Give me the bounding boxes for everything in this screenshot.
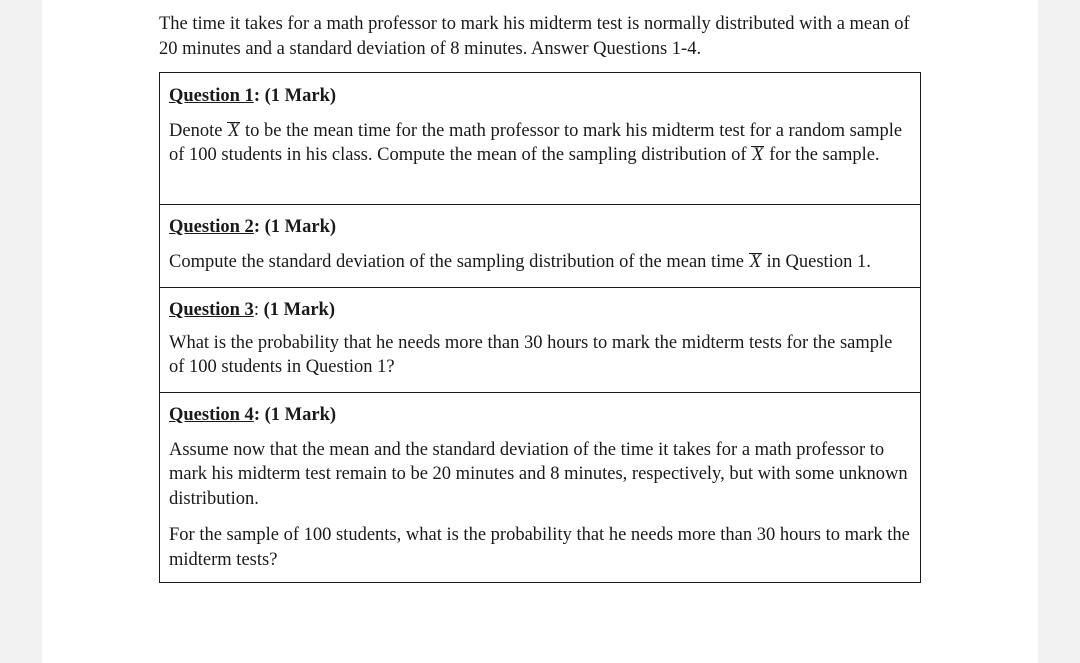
- question-1-heading: [169, 73, 912, 109]
- question-1-cell: [160, 73, 920, 204]
- question-1-text-a: Denote: [169, 120, 228, 141]
- question-2-body: [169, 250, 912, 275]
- question-1-body: [169, 119, 912, 168]
- question-3-heading: [169, 288, 912, 323]
- question-3-label: Question 3: [169, 300, 254, 320]
- question-1-text-b: to be the mean time for the math professor to mark his midterm test for a random sample of 100 students in his class. Compute the mean of the sampling distribution of: [169, 120, 903, 165]
- question-4-cell: [160, 392, 920, 582]
- question-4-label: Question 4: [169, 405, 254, 425]
- xbar-symbol: X: [749, 251, 761, 272]
- question-4-body: Assume now that the mean and the standard deviation of the time it takes for a math professor to mark his midterm test remain to be 20 minutes and 8 minutes, respectively, but with some unknown distribution.: [169, 439, 908, 509]
- question-4-sep: :: [253, 405, 260, 425]
- question-2-text-b: in Question 1.: [761, 251, 871, 272]
- question-1-sep: :: [253, 86, 260, 106]
- question-1-label: Question 1: [169, 86, 254, 106]
- xbar-symbol: X: [228, 120, 240, 141]
- question-2-heading: [169, 205, 912, 240]
- questions-table: [159, 72, 921, 583]
- question-2-label: Question 2: [169, 217, 254, 237]
- document-page: [42, 0, 1038, 663]
- question-3-sep: :: [253, 300, 259, 320]
- document-content: [159, 0, 921, 570]
- question-3-body: What is the probability that he needs more than 30 hours to mark the midterm tests for the sample of 100 students in Question 1?: [169, 332, 893, 377]
- question-4-marks: (1 Mark): [259, 405, 337, 425]
- intro-paragraph: The time it takes for a math professor to mark his midterm test is normally distributed with a mean of 20 minutes and a standard deviation of 8 minutes. Answer Questions 1-4.: [159, 14, 910, 59]
- question-2-cell: [160, 204, 920, 287]
- question-2-marks: (1 Mark): [259, 217, 337, 237]
- question-4-heading: [169, 393, 912, 428]
- question-1-text-c: for the sample.: [764, 145, 880, 165]
- question-2-text-a: Compute the standard deviation of the sampling distribution of the mean time: [169, 251, 749, 272]
- question-3-marks: (1 Mark): [258, 300, 335, 320]
- question-4-body-2: For the sample of 100 students, what is the probability that he needs more than 30 hours to mark the midterm tests?: [169, 525, 910, 570]
- question-2-sep: :: [253, 217, 260, 237]
- question-3-cell: [160, 287, 920, 392]
- question-1-marks: (1 Mark): [259, 86, 337, 106]
- xbar-symbol: X: [752, 145, 764, 165]
